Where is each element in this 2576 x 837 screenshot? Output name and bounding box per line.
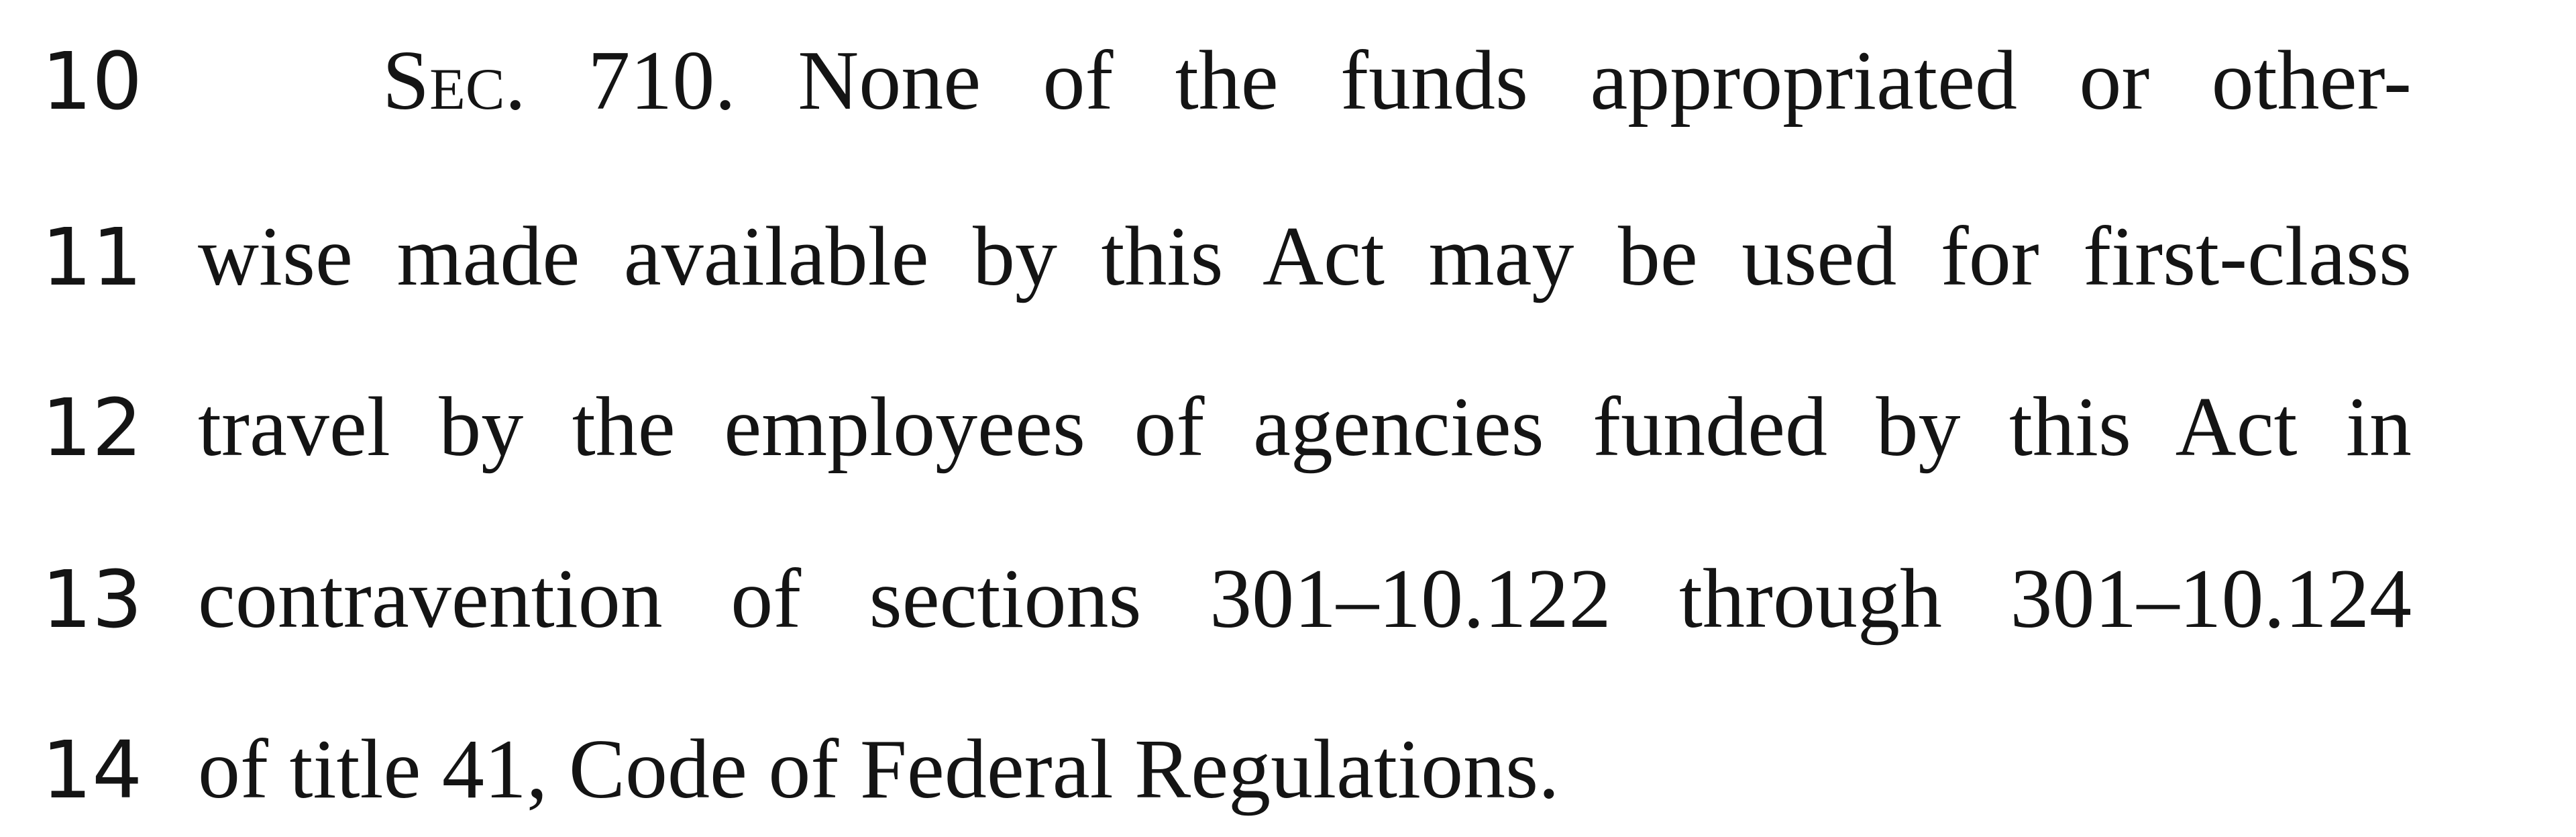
line-text: of title 41, Code of Federal Regulations. xyxy=(198,723,1560,816)
line-11 xyxy=(0,190,2576,324)
line-number: 12 xyxy=(42,381,143,474)
line-13 xyxy=(0,532,2576,667)
section-label: Sec. xyxy=(382,34,527,128)
line-text: contravention of sections 301–10.122 through 301–10.124 xyxy=(198,552,2412,646)
line-number: 10 xyxy=(42,35,143,128)
section-text: 710. None of the funds appropriated or other- xyxy=(526,34,2412,128)
line-14 xyxy=(0,703,2576,837)
line-12 xyxy=(0,360,2576,495)
line-number: 13 xyxy=(42,553,143,646)
line-number: 14 xyxy=(42,724,143,816)
line-text: travel by the employees of agencies funded by this Act in xyxy=(198,381,2412,474)
line-text: wise made available by this Act may be used for first-class xyxy=(198,210,2412,303)
line-10 xyxy=(0,14,2576,148)
line-text xyxy=(382,14,2412,148)
line-number: 11 xyxy=(42,211,143,303)
